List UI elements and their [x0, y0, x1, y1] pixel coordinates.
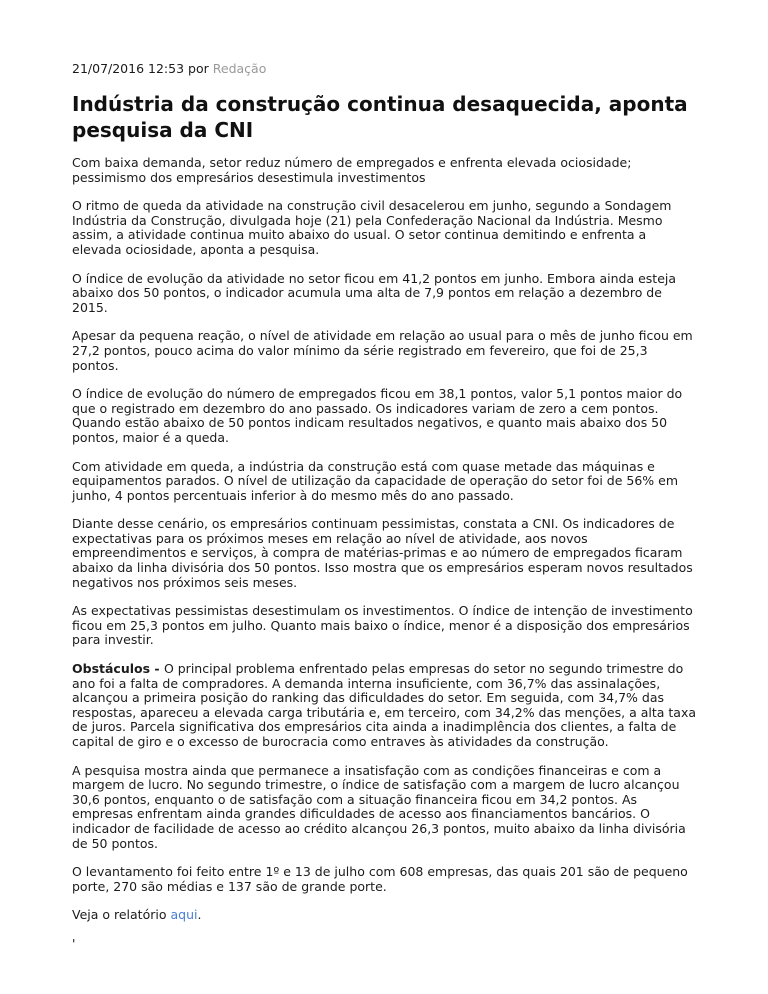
report-link[interactable]: aqui — [170, 907, 198, 923]
paragraph-text: O índice de evolução do número de empregados ficou em 38,1 pontos, valor 5,1 pontos maior do que o registrado em dezembro do ano passado. Os indicadores variam de zero a cem pontos. Quando estão abaixo de 50 pontos indicam resultados negativos, e quanto mais abaixo dos 50 pontos, maior é a queda. — [72, 386, 683, 445]
article-paragraph — [72, 460, 696, 504]
paragraph-text: Apesar da pequena reação, o nível de atividade em relação ao usual para o mês de junho ficou em 27,2 pontos, pouco acima do valor mínimo da série registrado em fevereiro, que foi de 25,3 pontos. — [72, 328, 693, 373]
article-paragraph — [72, 517, 696, 590]
paragraph-text: Veja o relatório — [72, 907, 171, 923]
paragraph-text: O levantamento foi feito entre 1º e 13 de julho com 608 empresas, das quais 201 são de pequeno porte, 270 são médias e 137 são de grande porte. — [72, 864, 688, 894]
byline — [72, 61, 696, 76]
paragraph-lead-bold: Obstáculos - — [72, 661, 164, 677]
paragraph-text: Com atividade em queda, a indústria da construção está com quase metade das máquinas e equipamentos parados. O nível de utilização da capacidade de operação do setor foi de 56% em junho, 4 pontos percentuais inferior à do mesmo mês do ano passado. — [72, 458, 679, 503]
byline-connector: por — [188, 61, 209, 76]
article-subtitle: Com baixa demanda, setor reduz número de empregados e enfrenta elevada ociosidade; pessimismo dos empresários desestimula investimentos — [72, 155, 632, 185]
paragraph-text: O principal problema enfrentado pelas empresas do setor no segundo trimestre do ano foi a falta de compradores. A demanda interna insuficiente, com 36,7% das assinalações, alcançou a primeira posição do ranking das dificuldades do setor. Em seguida, com 34,7% das respostas, apareceu a elevada carga tributária e, em terceiro, com 34,2% das menções, a alta taxa de juros. Parcela significativa dos empresários cita ainda a inadimplência dos clientes, a falta de capital de giro e o excesso de burocracia como entraves às atividades da construção. — [72, 661, 696, 749]
article-paragraph — [72, 908, 696, 923]
paragraph-text: ' — [72, 935, 76, 951]
page-title: Indústria da construção continua desaquecida, aponta pesquisa da CNI — [72, 92, 688, 142]
paragraph-text: O índice de evolução da atividade no setor ficou em 41,2 pontos em junho. Embora ainda esteja abaixo dos 50 pontos, o indicador acumula uma alta de 7,9 pontos em relação a dezembro de 2015. — [72, 270, 677, 315]
paragraph-text: O ritmo de queda da atividade na construção civil desacelerou em junho, segundo a Sondagem Indústria da Construção, divulgada hoje (21) pela Confederação Nacional da Indústria. Mesmo assim, a atividade continua muito abaixo do usual. O setor continua demitindo e enfrenta a elevada ociosidade, aponta a pesquisa. — [72, 198, 672, 257]
article-paragraph — [72, 387, 696, 445]
article-paragraph — [72, 865, 696, 894]
article-paragraph — [72, 329, 696, 373]
article-paragraph — [72, 199, 696, 257]
publish-date: 21/07/2016 12:53 — [72, 61, 185, 76]
article-paragraph — [72, 662, 696, 750]
article-paragraph — [72, 272, 696, 316]
article-paragraph — [72, 764, 696, 852]
paragraph-text: A pesquisa mostra ainda que permanece a insatisfação com as condições financeiras e com a margem de lucro. No segundo trimestre, o índice de satisfação com a margem de lucro alcançou 30,6 pontos, enquanto o de satisfação com a situação financeira ficou em 34,2 pontos. As empresas enfrentam ainda grandes dificuldades de acesso aos financiamentos bancários. O indicador de facilidade de acesso ao crédito alcançou 26,3 pontos, muito abaixo da linha divisória de 50 pontos. — [72, 762, 686, 851]
article-paragraph — [72, 604, 696, 648]
article-paragraph — [72, 937, 696, 952]
paragraph-text: Diante desse cenário, os empresários continuam pessimistas, constata a CNI. Os indicadores de expectativas para os próximos meses em relação ao nível de atividade, aos novos empreendimentos e serviços, à compra de matérias-primas e ao número de empregados ficaram abaixo da linha divisória dos 50 pontos. Isso mostra que os empresários esperam novos resultados negativos nos próximos seis meses. — [72, 516, 693, 590]
paragraph-text: As expectativas pessimistas desestimulam os investimentos. O índice de intenção de investimento ficou em 25,3 pontos em julho. Quanto mais baixo o índice, menor é a disposição dos empresários para investir. — [72, 603, 693, 648]
author-link[interactable]: Redação — [212, 61, 267, 76]
article-body — [72, 199, 696, 951]
paragraph-text: . — [197, 907, 202, 923]
